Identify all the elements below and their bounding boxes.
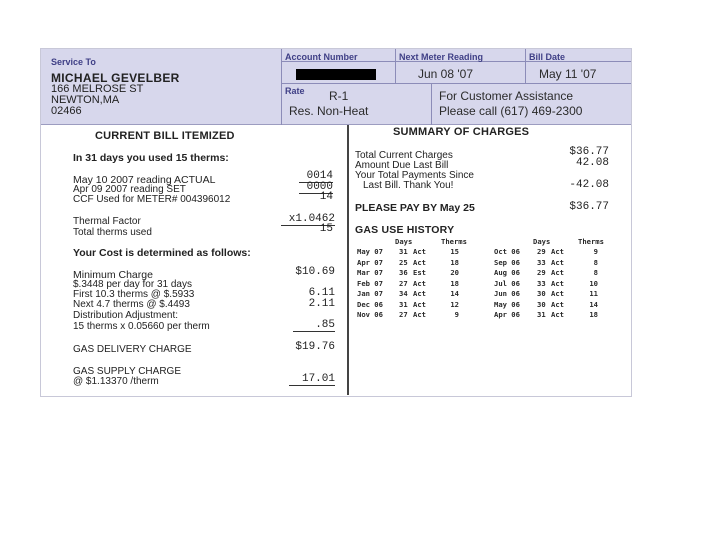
history-reading-type: Act — [551, 310, 564, 319]
history-therms: 18 — [450, 257, 459, 267]
history-title: GAS USE HISTORY — [355, 224, 455, 236]
reading-actual-label: May 10 2007 reading ACTUAL — [73, 174, 216, 186]
bill-date: May 11 '07 — [539, 67, 597, 81]
history-reading-type: Act — [413, 310, 426, 319]
history-month: May 07 — [357, 247, 383, 256]
history-month: Oct 06 — [494, 247, 520, 256]
history-therms: 8 — [593, 257, 598, 267]
total-therms-value: 15 — [319, 223, 333, 235]
history-days: 34 — [399, 289, 408, 298]
history-reading-type: Act — [413, 278, 426, 288]
total-current-value: $36.77 — [569, 146, 609, 158]
address-line-1: 166 MELROSE ST — [51, 83, 144, 95]
history-days: 30 — [537, 299, 546, 309]
history-month: Sep 06 — [494, 257, 520, 267]
history-days: 33 — [537, 278, 546, 288]
history-month: Jan 07 — [357, 289, 383, 298]
history-therms: 18 — [589, 310, 598, 319]
history-month: Apr 07 — [357, 257, 383, 267]
history-therms: 9 — [454, 310, 459, 319]
next-therms-value: 2.11 — [308, 298, 335, 310]
supply-detail: @ $1.13370 /therm — [73, 376, 159, 387]
history-days: 31 — [399, 247, 408, 256]
history-days: 30 — [537, 289, 546, 298]
history-days: 27 — [399, 310, 408, 319]
rate-code: R-1 — [329, 89, 349, 103]
total-current-label: Total Current Charges — [355, 150, 453, 161]
history-reading-type: Act — [551, 289, 564, 298]
ccf-label: CCF Used for METER# 004396012 — [73, 194, 231, 205]
assistance-title: For Customer Assistance — [439, 89, 574, 103]
history-days: 31 — [537, 310, 546, 319]
next-therms-label: Next 4.7 therms @ $.4493 — [73, 299, 190, 310]
customer-name: MICHAEL GEVELBER — [51, 71, 180, 85]
history-therms: 9 — [593, 247, 598, 256]
first-therms-value: 6.11 — [308, 287, 335, 299]
payments-value: -42.08 — [569, 179, 609, 191]
history-reading-type: Act — [551, 257, 564, 267]
history-reading-type: Act — [551, 247, 564, 256]
history-days: 36 — [399, 268, 408, 277]
payments-label-2: Last Bill. Thank You! — [363, 180, 454, 191]
assistance-phone: Please call (617) 469-2300 — [439, 104, 583, 118]
supply-value: 17.01 — [289, 373, 335, 386]
total-therms-label: Total therms used — [73, 227, 152, 238]
history-days: 31 — [399, 299, 408, 309]
history-therms: 12 — [450, 299, 459, 309]
dist-adj-value: .85 — [293, 319, 335, 332]
supply-label: GAS SUPPLY CHARGE — [73, 366, 181, 377]
ccf-value: 14 — [319, 191, 333, 203]
please-pay-label: PLEASE PAY BY May 25 — [355, 202, 475, 214]
history-therms: 15 — [450, 247, 459, 256]
history-month: Apr 06 — [494, 310, 520, 319]
history-month: Dec 06 — [357, 299, 383, 309]
history-reading-type: Est — [413, 268, 426, 277]
payments-label: Your Total Payments Since — [355, 170, 474, 181]
history-days: 29 — [537, 247, 546, 256]
reading-actual-value: 0014 — [299, 170, 333, 183]
history-month: Feb 07 — [357, 278, 383, 288]
history-month: Mar 07 — [357, 268, 383, 277]
header-band — [41, 49, 631, 125]
history-therms: 20 — [450, 268, 459, 277]
history-month: Jul 06 — [494, 278, 520, 288]
dist-adj-label: Distribution Adjustment: — [73, 310, 179, 321]
history-right-therms-header: Therms — [578, 237, 604, 246]
amount-due-last-value: 42.08 — [575, 157, 609, 169]
next-meter-reading: Jun 08 '07 — [418, 67, 474, 81]
history-month: Aug 06 — [494, 268, 520, 277]
bill-date-label: Bill Date — [529, 52, 566, 62]
itemized-title: CURRENT BILL ITEMIZED — [95, 130, 235, 142]
rate-label: Rate — [285, 86, 305, 96]
history-days: 25 — [399, 257, 408, 267]
column-divider — [347, 125, 349, 395]
history-month: Nov 06 — [357, 310, 383, 319]
history-reading-type: Act — [413, 299, 426, 309]
account-number-label: Account Number — [285, 52, 358, 62]
history-days: 27 — [399, 278, 408, 288]
service-to-label: Service To — [51, 57, 96, 67]
history-month: May 06 — [494, 299, 520, 309]
history-left-therms-header: Therms — [441, 237, 467, 246]
history-month: Jun 06 — [494, 289, 520, 298]
history-right-days-header: Days — [533, 237, 551, 246]
history-reading-type: Act — [551, 299, 564, 309]
dist-adj-detail: 15 therms x 0.05660 per therm — [73, 321, 210, 332]
min-charge-detail: $.3448 per day for 31 days — [73, 279, 192, 290]
history-reading-type: Act — [413, 289, 426, 298]
gas-bill — [40, 48, 632, 397]
history-reading-type: Act — [551, 268, 564, 277]
thermal-factor-value: x1.0462 — [281, 213, 335, 226]
amount-due-last-label: Amount Due Last Bill — [355, 160, 449, 171]
reading-set-value: 0000 — [299, 181, 333, 194]
history-reading-type: Act — [551, 278, 564, 288]
please-pay-value: $36.77 — [569, 201, 609, 213]
summary-title: SUMMARY OF CHARGES — [393, 126, 530, 138]
history-therms: 11 — [589, 289, 598, 298]
history-therms: 8 — [593, 268, 598, 277]
first-therms-label: First 10.3 therms @ $.5933 — [73, 289, 195, 300]
history-left-days-header: Days — [395, 237, 413, 246]
history-reading-type: Act — [413, 247, 426, 256]
redacted-account-number — [296, 69, 376, 80]
delivery-value: $19.76 — [295, 341, 335, 353]
history-therms: 14 — [450, 289, 459, 298]
thermal-factor-label: Thermal Factor — [73, 216, 141, 227]
address-line-3: 02466 — [51, 105, 82, 117]
history-therms: 10 — [589, 278, 598, 288]
history-days: 29 — [537, 268, 546, 277]
cost-heading: Your Cost is determined as follows: — [73, 247, 251, 259]
history-days: 33 — [537, 257, 546, 267]
min-charge-label: Minimum Charge — [73, 269, 153, 281]
next-meter-reading-label: Next Meter Reading — [399, 52, 484, 62]
delivery-label: GAS DELIVERY CHARGE — [73, 344, 192, 355]
history-therms: 18 — [450, 278, 459, 288]
reading-set-label: Apr 09 2007 reading SET — [73, 184, 186, 195]
rate-type: Res. Non-Heat — [289, 104, 369, 118]
history-reading-type: Act — [413, 257, 426, 267]
address-line-2: NEWTON,MA — [51, 94, 120, 106]
usage-summary: In 31 days you used 15 therms: — [73, 152, 229, 164]
history-therms: 14 — [589, 299, 598, 309]
min-charge-value: $10.69 — [295, 266, 335, 278]
